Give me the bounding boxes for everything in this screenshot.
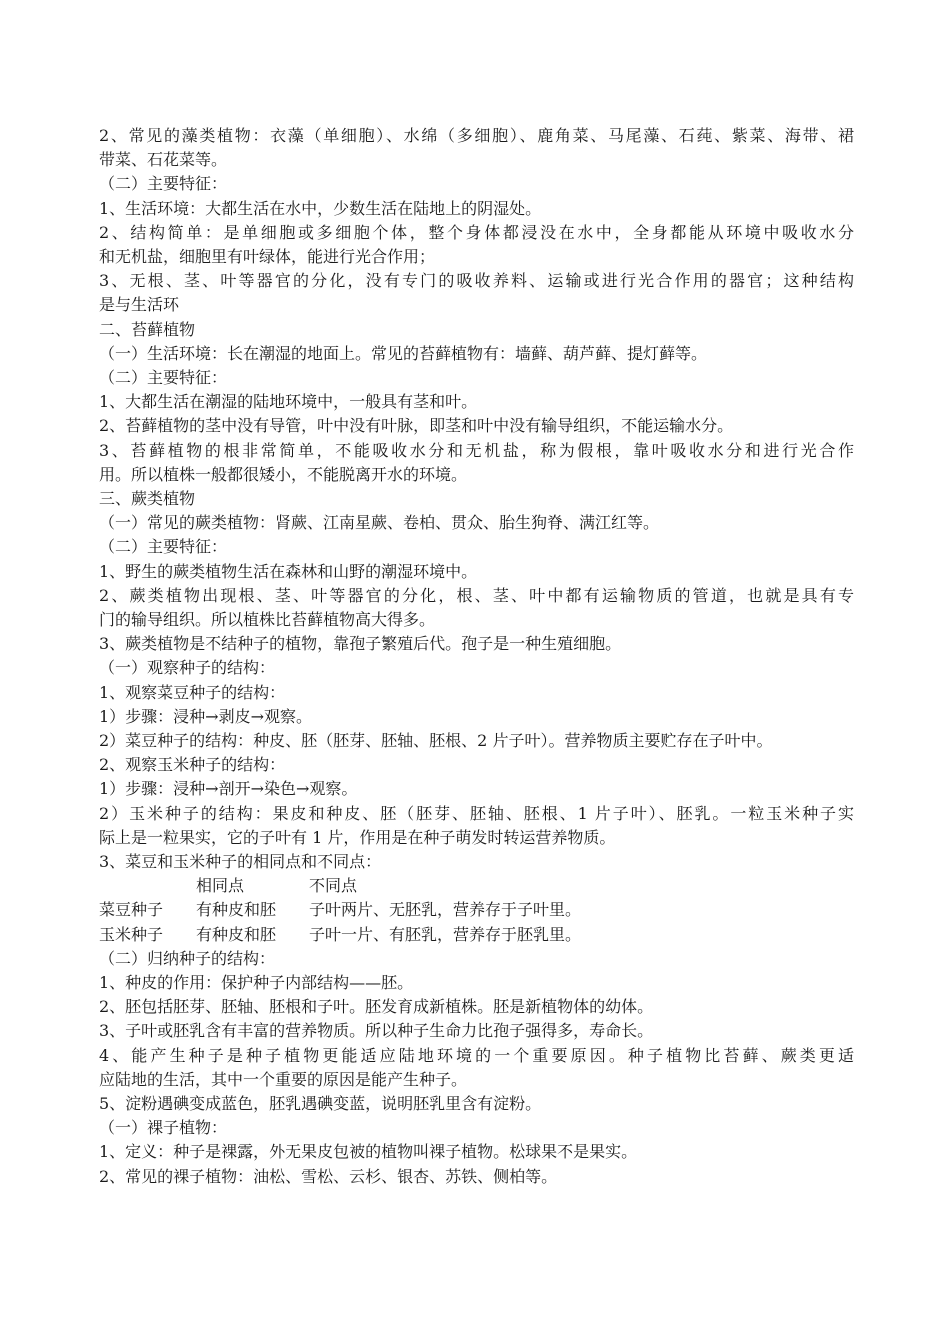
text-line: 2、观察玉米种子的结构： [99,755,286,775]
text-line: 1、野生的蕨类植物生活在森林和山野的潮湿环境中。 [99,561,478,581]
text-line: 1）步骤：浸种→剖开→染色→观察。 [99,779,358,799]
text-line: 是与生活环 [99,295,180,315]
text-line: （一）生活环境：长在潮湿的地面上。常见的苔藓植物有：墙藓、葫芦藓、提灯藓等。 [99,343,708,363]
text-line: 3、子叶或胚乳含有丰富的营养物质。所以种子生命力比孢子强得多，寿命长。 [99,1021,654,1041]
table-header-cell: 不同点 [309,876,358,896]
table-cell: 有种皮和胚 [196,924,277,944]
text-line: 2、结构简单：是单细胞或多细胞个体，整个身体都浸没在水中，全身都能从环境中吸收水分 [99,222,854,242]
table-row [99,898,854,922]
text-line: 2、常见的裸子植物：油松、雪松、云杉、银杏、苏铁、侧柏等。 [99,1166,558,1186]
section-heading: 二、苔藓植物 [99,319,196,339]
section-heading: （二）主要特征： [99,368,228,388]
text-line: 际上是一粒果实，它的子叶有 1 片，作用是在种子萌发时转运营养物质。 [99,827,616,847]
table-cell: 子叶两片、无胚乳，营养存于子叶里。 [309,900,582,920]
text-line: 1、定义：种子是裸露，外无果皮包被的植物叫裸子植物。松球果不是果实。 [99,1142,638,1162]
table-cell: 子叶一片、有胚乳，营养存于胚乳里。 [309,924,582,944]
table-cell: 菜豆种子 [99,900,164,920]
section-heading: （一）观察种子的结构： [99,658,276,678]
text-line: 1、大都生活在潮湿的陆地环境中，一般具有茎和叶。 [99,392,478,412]
comparison-table-header [99,874,854,898]
text-line: 1）步骤：浸种→剥皮→观察。 [99,706,312,726]
section-heading: （二）主要特征： [99,174,228,194]
text-line: 5、淀粉遇碘变成蓝色，胚乳遇碘变蓝，说明胚乳里含有淀粉。 [99,1094,542,1114]
text-line: 3、苔藓植物的根非常简单，不能吸收水分和无机盐，称为假根，靠叶吸收水分和进行光合作 [99,440,854,460]
text-line: 1、观察菜豆种子的结构： [99,682,286,702]
text-line: 和无机盐，细胞里有叶绿体，能进行光合作用； [99,247,436,267]
text-line: 3、菜豆和玉米种子的相同点和不同点： [99,852,382,872]
section-heading: 三、蕨类植物 [99,489,196,509]
text-line: 2、胚包括胚芽、胚轴、胚根和子叶。胚发育成新植株。胚是新植物体的幼体。 [99,997,654,1017]
text-line: 应陆地的生活，其中一个重要的原因是能产生种子。 [99,1069,468,1089]
text-line: 2、常见的藻类植物：衣藻（单细胞）、水绵（多细胞）、鹿角菜、马尾藻、石莼、紫菜、海带、裙 [99,126,854,145]
table-cell: 有种皮和胚 [196,900,277,920]
text-line: 2、蕨类植物出现根、茎、叶等器官的分化，根、茎、叶中都有运输物质的管道，也就是具有专 [99,585,854,605]
text-line: 1、种皮的作用：保护种子内部结构——胚。 [99,973,414,993]
text-line: 用。所以植株一般都很矮小，不能脱离开水的环境。 [99,464,468,484]
section-heading: （二）主要特征： [99,537,228,557]
text-line: 3、无根、茎、叶等器官的分化，没有专门的吸收养料、运输或进行光合作用的器官；这种结构 [99,271,854,291]
text-line: （一）常见的蕨类植物：肾蕨、江南星蕨、卷柏、贯众、胎生狗脊、满江红等。 [99,513,660,533]
text-line: 门的输导组织。所以植株比苔藓植物高大得多。 [99,610,436,630]
text-line: 1、生活环境：大都生活在水中，少数生活在陆地上的阴湿处。 [99,198,542,218]
table-header-cell: 相同点 [196,876,245,896]
section-heading: （二）归纳种子的结构： [99,948,276,968]
text-line: 2）菜豆种子的结构：种皮、胚（胚芽、胚轴、胚根、2 片子叶）。营养物质主要贮存在子叶中。 [99,731,773,751]
section-heading: （一）裸子植物： [99,1118,228,1138]
table-row [99,923,854,947]
text-line: 4、能产生种子是种子植物更能适应陆地环境的一个重要原因。种子植物比苔藓、蕨类更适 [99,1045,854,1065]
text-line: 2、苔藓植物的茎中没有导管，叶中没有叶脉，即茎和叶中没有输导组织，不能运输水分。 [99,416,734,436]
document-body [99,124,854,1189]
table-cell: 玉米种子 [99,924,164,944]
text-line: 2）玉米种子的结构：果皮和种皮、胚（胚芽、胚轴、胚根、1 片子叶）、胚乳。一粒玉米种子实 [99,803,854,823]
text-line: 3、蕨类植物是不结种子的植物，靠孢子繁殖后代。孢子是一种生殖细胞。 [99,634,622,654]
text-line: 带菜、石花菜等。 [99,150,228,170]
